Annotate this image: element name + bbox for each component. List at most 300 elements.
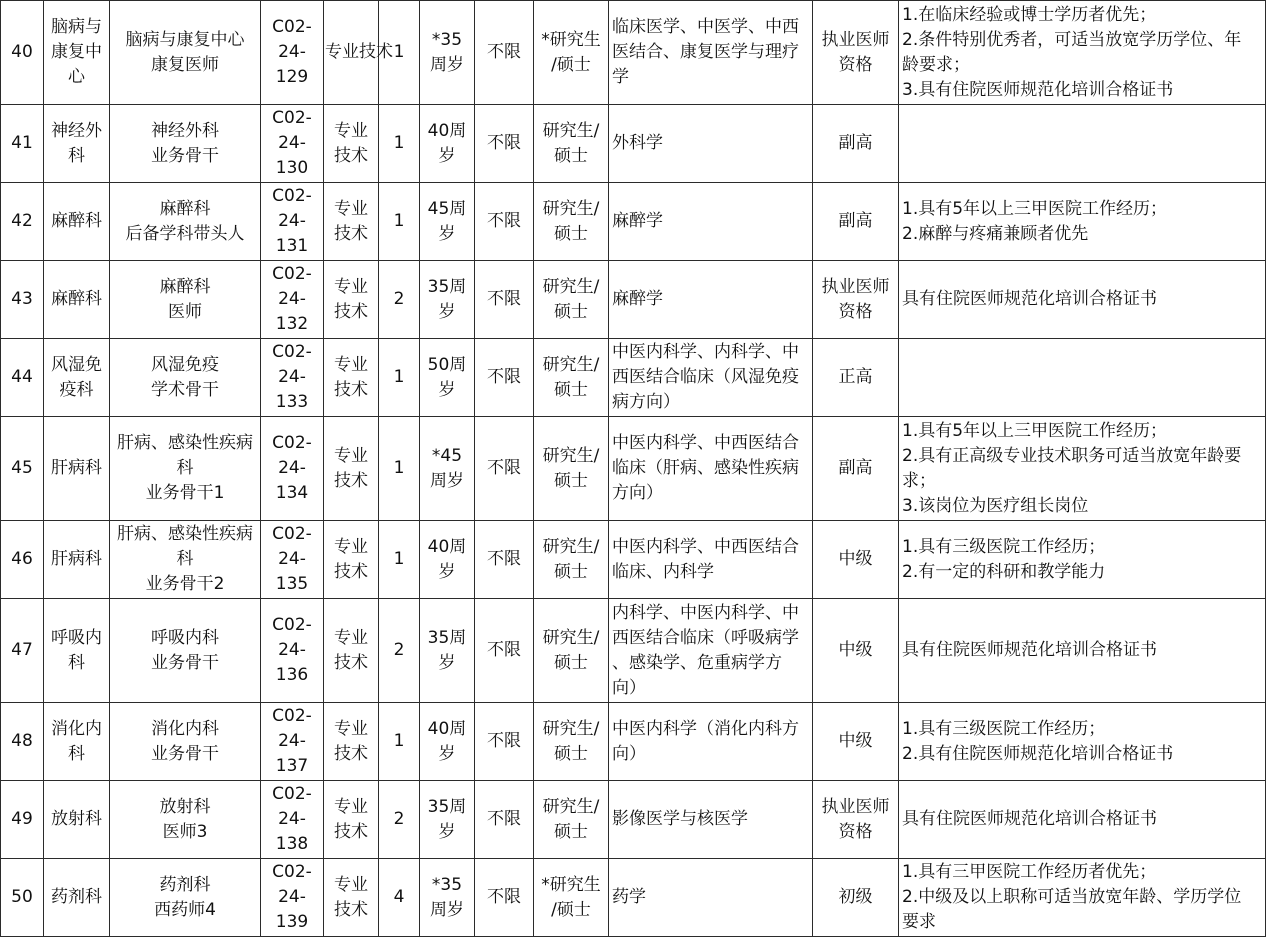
cell-age-line: 岁	[438, 652, 456, 673]
cell-post-category	[324, 859, 379, 937]
cell-headcount	[379, 599, 420, 703]
cell-department-line: 肝病科	[51, 549, 102, 569]
cell-gender-text: 不限	[487, 549, 521, 569]
cell-education-line: /硕士	[551, 54, 591, 75]
cell-major-line: 方向）	[612, 483, 663, 503]
cell-department-line: 心	[68, 67, 85, 87]
cell-post-code	[261, 417, 324, 521]
cell-other-requirements-line: 具有住院医师规范化培训合格证书	[902, 809, 1157, 829]
cell-age-line: 35周	[427, 796, 467, 817]
cell-post-name	[110, 859, 261, 937]
cell-other-requirements-line: 1.具有三级医院工作经历；	[902, 536, 1106, 557]
cell-department-line: 药剂科	[51, 887, 102, 907]
cell-education-line: 研究生/	[542, 354, 600, 375]
cell-major-line: 临床、内科学	[612, 561, 714, 582]
table-row	[1, 1, 1266, 105]
cell-post-category-line: 技术	[334, 145, 368, 166]
cell-post-name-line: 学术骨干	[151, 379, 219, 400]
cell-no-text: 48	[11, 731, 33, 751]
cell-post-name	[110, 339, 261, 417]
cell-department-line: 肝病科	[51, 458, 102, 478]
cell-other-requirements-line: 2.条件特别优秀者，可适当放宽学历学位、年	[902, 29, 1242, 50]
cell-other-requirements-line: 要求	[902, 912, 936, 932]
cell-education	[534, 703, 609, 781]
cell-age	[420, 859, 475, 937]
cell-other-requirements	[899, 859, 1266, 937]
cell-post-category-line: 专业	[334, 354, 368, 375]
cell-post-name	[110, 599, 261, 703]
cell-post-name-line: 放射科	[159, 796, 211, 817]
cell-post-category-line: 技术	[334, 821, 368, 842]
cell-major-line: 外科学	[612, 133, 663, 153]
cell-headcount-text: 4	[393, 887, 405, 907]
cell-other-requirements	[899, 1, 1266, 105]
cell-post-code	[261, 183, 324, 261]
cell-post-code-line: 24-	[278, 42, 306, 62]
cell-no-text: 47	[11, 640, 33, 660]
cell-age	[420, 339, 475, 417]
cell-post-category-line: 专业	[334, 198, 368, 219]
cell-title	[813, 417, 899, 521]
cell-education-line: 硕士	[554, 652, 588, 673]
cell-no	[1, 599, 44, 703]
cell-headcount-text: 1	[393, 211, 405, 231]
cell-no-text: 46	[11, 549, 33, 569]
cell-headcount-text: 1	[393, 458, 405, 478]
cell-department	[44, 859, 110, 937]
cell-post-code	[261, 261, 324, 339]
cell-post-code	[261, 339, 324, 417]
cell-post-category-line: 专业	[334, 627, 368, 648]
cell-age-line: 岁	[438, 743, 456, 764]
cell-title-line: 资格	[838, 821, 873, 842]
cell-major-line: 麻醉学	[612, 289, 663, 309]
cell-post-category-line: 专业技术	[325, 42, 393, 62]
cell-department-line: 科	[68, 743, 85, 764]
cell-post-name	[110, 261, 261, 339]
cell-other-requirements-line: 3.该岗位为医疗组长岗位	[902, 495, 1089, 516]
cell-post-code-line: C02-	[272, 615, 312, 635]
cell-major-line: 学	[612, 67, 629, 87]
cell-major-line: 中医内科学（消化内科方	[612, 718, 799, 739]
cell-post-name-line: 医师	[168, 301, 202, 322]
cell-title-line: 初级	[838, 887, 873, 907]
cell-no-text: 41	[11, 133, 33, 153]
cell-department	[44, 521, 110, 599]
cell-headcount-text: 1	[393, 731, 405, 751]
cell-post-code-line: 24-	[278, 731, 306, 751]
cell-post-code	[261, 521, 324, 599]
cell-post-name-line: 科	[176, 458, 194, 478]
cell-other-requirements	[899, 261, 1266, 339]
cell-other-requirements-line: 求；	[902, 470, 936, 491]
cell-education-line: 研究生/	[542, 198, 600, 219]
cell-education-line: *研究生	[541, 29, 601, 50]
cell-post-category-line: 专业	[334, 874, 368, 895]
cell-title	[813, 521, 899, 599]
cell-gender	[475, 339, 534, 417]
cell-post-name	[110, 781, 261, 859]
cell-major-line: 麻醉学	[612, 211, 663, 231]
cell-other-requirements-line: 2.麻醉与疼痛兼顾者优先	[902, 223, 1089, 244]
cell-education	[534, 339, 609, 417]
cell-department-line: 消化内	[51, 718, 102, 739]
cell-post-code-line: C02-	[272, 264, 312, 284]
cell-department	[44, 599, 110, 703]
cell-post-code	[261, 1, 324, 105]
cell-title-line: 副高	[838, 211, 873, 231]
cell-no	[1, 521, 44, 599]
cell-other-requirements	[899, 183, 1266, 261]
cell-education-line: 研究生/	[542, 536, 600, 557]
cell-no-text: 40	[11, 42, 33, 62]
cell-gender	[475, 183, 534, 261]
cell-other-requirements	[899, 703, 1266, 781]
cell-other-requirements	[899, 105, 1266, 183]
cell-major	[609, 417, 813, 521]
cell-education	[534, 417, 609, 521]
cell-headcount	[379, 781, 420, 859]
cell-headcount-text: 1	[393, 367, 405, 387]
cell-title	[813, 183, 899, 261]
cell-post-name-line: 西药师4	[154, 899, 216, 920]
cell-age-line: 50周	[427, 354, 467, 375]
cell-post-category-line: 技术	[334, 301, 368, 322]
cell-education	[534, 521, 609, 599]
cell-age-line: 岁	[438, 561, 456, 582]
cell-no-text: 49	[11, 809, 33, 829]
cell-headcount	[379, 417, 420, 521]
cell-title	[813, 859, 899, 937]
cell-post-code	[261, 599, 324, 703]
cell-major	[609, 599, 813, 703]
cell-headcount	[379, 183, 420, 261]
table-row	[1, 417, 1266, 521]
cell-no-text: 45	[11, 458, 33, 478]
cell-education-line: 硕士	[554, 561, 588, 582]
cell-post-category	[324, 781, 379, 859]
cell-headcount-text: 2	[393, 640, 405, 660]
cell-age-line: 35周	[427, 276, 467, 297]
cell-post-code-line: C02-	[272, 342, 312, 362]
cell-headcount-text: 1	[393, 42, 405, 62]
cell-post-name-line: 风湿免疫	[151, 354, 219, 375]
cell-post-code-line: 129	[275, 67, 309, 87]
cell-post-name-line: 药剂科	[159, 874, 211, 895]
cell-education	[534, 1, 609, 105]
cell-other-requirements-line: 1.具有三甲医院工作经历者优先；	[902, 862, 1157, 882]
cell-major-line: 、感染学、危重病学方	[612, 652, 782, 673]
cell-department	[44, 417, 110, 521]
table-row	[1, 261, 1266, 339]
cell-age-line: *35	[431, 874, 463, 895]
cell-education	[534, 183, 609, 261]
cell-gender	[475, 599, 534, 703]
cell-education-line: 硕士	[554, 145, 588, 166]
cell-headcount	[379, 105, 420, 183]
cell-post-code-line: 24-	[278, 367, 306, 387]
table-row	[1, 105, 1266, 183]
cell-title	[813, 703, 899, 781]
cell-education-line: 研究生/	[542, 120, 600, 141]
cell-major-line: 药学	[612, 887, 646, 907]
cell-post-name-line: 脑病与康复中心	[125, 29, 245, 50]
cell-post-name-line: 后备学科带头人	[125, 223, 245, 244]
cell-major-line: 临床医学、中医学、中西	[612, 17, 799, 37]
cell-post-code-line: 24-	[278, 133, 306, 153]
cell-headcount	[379, 521, 420, 599]
cell-post-category	[324, 599, 379, 703]
cell-post-code-line: C02-	[272, 186, 312, 206]
cell-other-requirements-line: 1.具有5年以上三甲医院工作经历；	[902, 198, 1168, 219]
cell-title-line: 正高	[838, 367, 873, 387]
table-row	[1, 521, 1266, 599]
cell-post-name	[110, 703, 261, 781]
cell-title-line: 中级	[838, 731, 873, 751]
cell-post-category	[324, 521, 379, 599]
cell-post-code-line: 131	[275, 236, 309, 256]
cell-post-code-line: 24-	[278, 809, 306, 829]
cell-post-name-line: 康复医师	[151, 54, 219, 75]
cell-post-code	[261, 105, 324, 183]
cell-post-code-line: C02-	[272, 706, 312, 726]
cell-gender	[475, 521, 534, 599]
cell-age	[420, 183, 475, 261]
cell-headcount	[379, 859, 420, 937]
cell-title-line: 副高	[838, 133, 873, 153]
cell-no	[1, 261, 44, 339]
cell-gender-text: 不限	[487, 887, 521, 907]
cell-headcount-text: 2	[393, 809, 405, 829]
cell-post-code-line: C02-	[272, 524, 312, 544]
cell-gender	[475, 417, 534, 521]
cell-title-line: 资格	[838, 301, 873, 322]
cell-title-line: 中级	[838, 640, 873, 660]
cell-post-name	[110, 417, 261, 521]
cell-major	[609, 781, 813, 859]
cell-major-line: 医结合、康复医学与理疗	[612, 42, 799, 62]
cell-education-line: 研究生/	[542, 445, 600, 466]
cell-department	[44, 703, 110, 781]
cell-education-line: /硕士	[551, 899, 591, 920]
table-row	[1, 703, 1266, 781]
cell-age-line: 岁	[438, 379, 456, 400]
cell-no	[1, 183, 44, 261]
cell-post-name	[110, 521, 261, 599]
cell-department-line: 脑病与	[51, 17, 102, 37]
cell-age-line: 周岁	[430, 54, 464, 75]
cell-age	[420, 1, 475, 105]
cell-post-code-line: 24-	[278, 458, 306, 478]
cell-post-category-line: 技术	[334, 899, 368, 920]
cell-department	[44, 261, 110, 339]
cell-post-name	[110, 1, 261, 105]
cell-major-line: 病方向）	[612, 392, 680, 412]
cell-no	[1, 859, 44, 937]
cell-age-line: 岁	[438, 821, 456, 842]
cell-post-code-line: 24-	[278, 549, 306, 569]
cell-post-name-line: 业务骨干	[151, 145, 219, 166]
cell-department-line: 神经外	[51, 120, 102, 141]
table-row	[1, 599, 1266, 703]
cell-post-name-line: 医师3	[162, 821, 208, 842]
cell-post-category-line: 技术	[334, 470, 368, 491]
cell-age-line: 岁	[438, 301, 456, 322]
cell-post-name-line: 业务骨干	[151, 743, 219, 764]
cell-major-line: 中医内科学、内科学、中	[612, 342, 799, 362]
cell-department-line: 风湿免	[51, 354, 102, 375]
cell-education-line: *研究生	[541, 874, 601, 895]
cell-gender	[475, 703, 534, 781]
cell-post-code-line: C02-	[272, 17, 312, 37]
cell-other-requirements-line: 1.在临床经验或博士学历者优先；	[902, 4, 1157, 25]
cell-post-code-line: 134	[275, 483, 309, 503]
cell-education-line: 硕士	[554, 743, 588, 764]
cell-headcount-text: 1	[393, 133, 405, 153]
cell-no-text: 44	[11, 367, 33, 387]
cell-major	[609, 339, 813, 417]
cell-age-line: 岁	[438, 223, 456, 244]
cell-other-requirements-line: 1.具有5年以上三甲医院工作经历；	[902, 420, 1168, 441]
cell-no	[1, 703, 44, 781]
cell-other-requirements	[899, 521, 1266, 599]
cell-age-line: 35周	[427, 627, 467, 648]
cell-post-code-line: 138	[275, 834, 309, 854]
table-row	[1, 183, 1266, 261]
cell-gender	[475, 781, 534, 859]
cell-post-category-line: 技术	[334, 223, 368, 244]
cell-department-line: 放射科	[51, 809, 102, 829]
cell-other-requirements-line: 2.有一定的科研和教学能力	[902, 561, 1106, 582]
cell-post-code	[261, 859, 324, 937]
cell-major-line: 中医内科学、中西医结合	[612, 536, 799, 557]
cell-age-line: 40周	[427, 536, 467, 557]
cell-age	[420, 703, 475, 781]
cell-gender	[475, 105, 534, 183]
cell-age-line: *35	[431, 29, 463, 50]
cell-age	[420, 261, 475, 339]
cell-major-line: 向）	[612, 743, 646, 764]
table-row	[1, 781, 1266, 859]
cell-post-category-line: 专业	[334, 718, 368, 739]
table-body	[1, 1, 1266, 937]
cell-post-name-line: 肝病、感染性疾病	[117, 433, 253, 453]
cell-post-name-line: 消化内科	[151, 718, 219, 739]
cell-post-name-line: 科	[176, 549, 194, 569]
cell-no	[1, 417, 44, 521]
cell-post-name-line: 业务骨干1	[145, 483, 225, 503]
cell-post-category	[324, 417, 379, 521]
cell-major	[609, 261, 813, 339]
cell-other-requirements-line: 具有住院医师规范化培训合格证书	[902, 289, 1157, 309]
cell-post-code-line: 24-	[278, 640, 306, 660]
cell-major-line: 西医结合临床（风湿免疫	[612, 367, 799, 387]
cell-gender-text: 不限	[487, 367, 521, 387]
cell-other-requirements-line: 具有住院医师规范化培训合格证书	[902, 640, 1157, 660]
cell-education-line: 硕士	[554, 821, 588, 842]
cell-education-line: 研究生/	[542, 627, 600, 648]
cell-department	[44, 781, 110, 859]
cell-post-category	[324, 183, 379, 261]
cell-age-line: 45周	[427, 198, 467, 219]
cell-no-text: 50	[11, 887, 33, 907]
cell-other-requirements	[899, 417, 1266, 521]
cell-post-category-line: 技术	[334, 652, 368, 673]
cell-headcount	[379, 339, 420, 417]
cell-title-line: 副高	[838, 458, 873, 478]
cell-age	[420, 417, 475, 521]
cell-post-code-line: 24-	[278, 289, 306, 309]
cell-post-category-line: 专业	[334, 536, 368, 557]
cell-post-code-line: 139	[275, 912, 309, 932]
cell-post-code	[261, 781, 324, 859]
cell-title	[813, 105, 899, 183]
cell-post-code-line: 130	[275, 158, 309, 178]
cell-education	[534, 781, 609, 859]
cell-education-line: 硕士	[554, 223, 588, 244]
cell-post-name-line: 业务骨干2	[145, 574, 225, 594]
cell-post-code-line: 136	[275, 665, 309, 685]
cell-headcount-text: 1	[393, 549, 405, 569]
cell-age-line: *45	[431, 445, 463, 466]
cell-major	[609, 105, 813, 183]
cell-education-line: 研究生/	[542, 796, 600, 817]
cell-gender-text: 不限	[487, 211, 521, 231]
cell-gender-text: 不限	[487, 42, 521, 62]
cell-title	[813, 1, 899, 105]
cell-education-line: 研究生/	[542, 718, 600, 739]
cell-other-requirements-line: 2.具有正高级专业技术职务可适当放宽年龄要	[902, 445, 1242, 466]
cell-education-line: 研究生/	[542, 276, 600, 297]
cell-age	[420, 781, 475, 859]
cell-title-line: 执业医师	[821, 29, 890, 50]
cell-post-name	[110, 183, 261, 261]
cell-major-line: 中医内科学、中西医结合	[612, 433, 799, 453]
cell-post-code-line: C02-	[272, 433, 312, 453]
cell-no	[1, 781, 44, 859]
cell-post-category-line: 专业	[334, 796, 368, 817]
cell-post-category-line: 技术	[334, 561, 368, 582]
cell-post-code	[261, 703, 324, 781]
cell-age-line: 40周	[427, 718, 467, 739]
cell-no	[1, 1, 44, 105]
cell-post-name	[110, 105, 261, 183]
cell-department-line: 康复中	[51, 42, 102, 62]
cell-title	[813, 339, 899, 417]
cell-post-name-line: 神经外科	[151, 120, 219, 141]
cell-major-line: 临床（肝病、感染性疾病	[612, 458, 799, 478]
cell-gender-text: 不限	[487, 640, 521, 660]
cell-gender	[475, 1, 534, 105]
cell-post-category-line: 技术	[334, 743, 368, 764]
cell-post-code-line: 24-	[278, 211, 306, 231]
cell-post-category	[324, 105, 379, 183]
cell-major-line: 向）	[612, 677, 646, 698]
cell-title-line: 执业医师	[821, 276, 890, 297]
cell-department-line: 麻醉科	[51, 289, 102, 309]
cell-major	[609, 1, 813, 105]
cell-post-name-line: 呼吸内科	[151, 627, 219, 648]
cell-education	[534, 261, 609, 339]
cell-headcount	[379, 261, 420, 339]
cell-post-code-line: 135	[275, 574, 309, 594]
cell-other-requirements	[899, 781, 1266, 859]
table-row	[1, 859, 1266, 937]
cell-department-line: 科	[68, 145, 85, 166]
cell-no	[1, 105, 44, 183]
cell-age-line: 周岁	[430, 899, 464, 920]
cell-education-line: 硕士	[554, 470, 588, 491]
